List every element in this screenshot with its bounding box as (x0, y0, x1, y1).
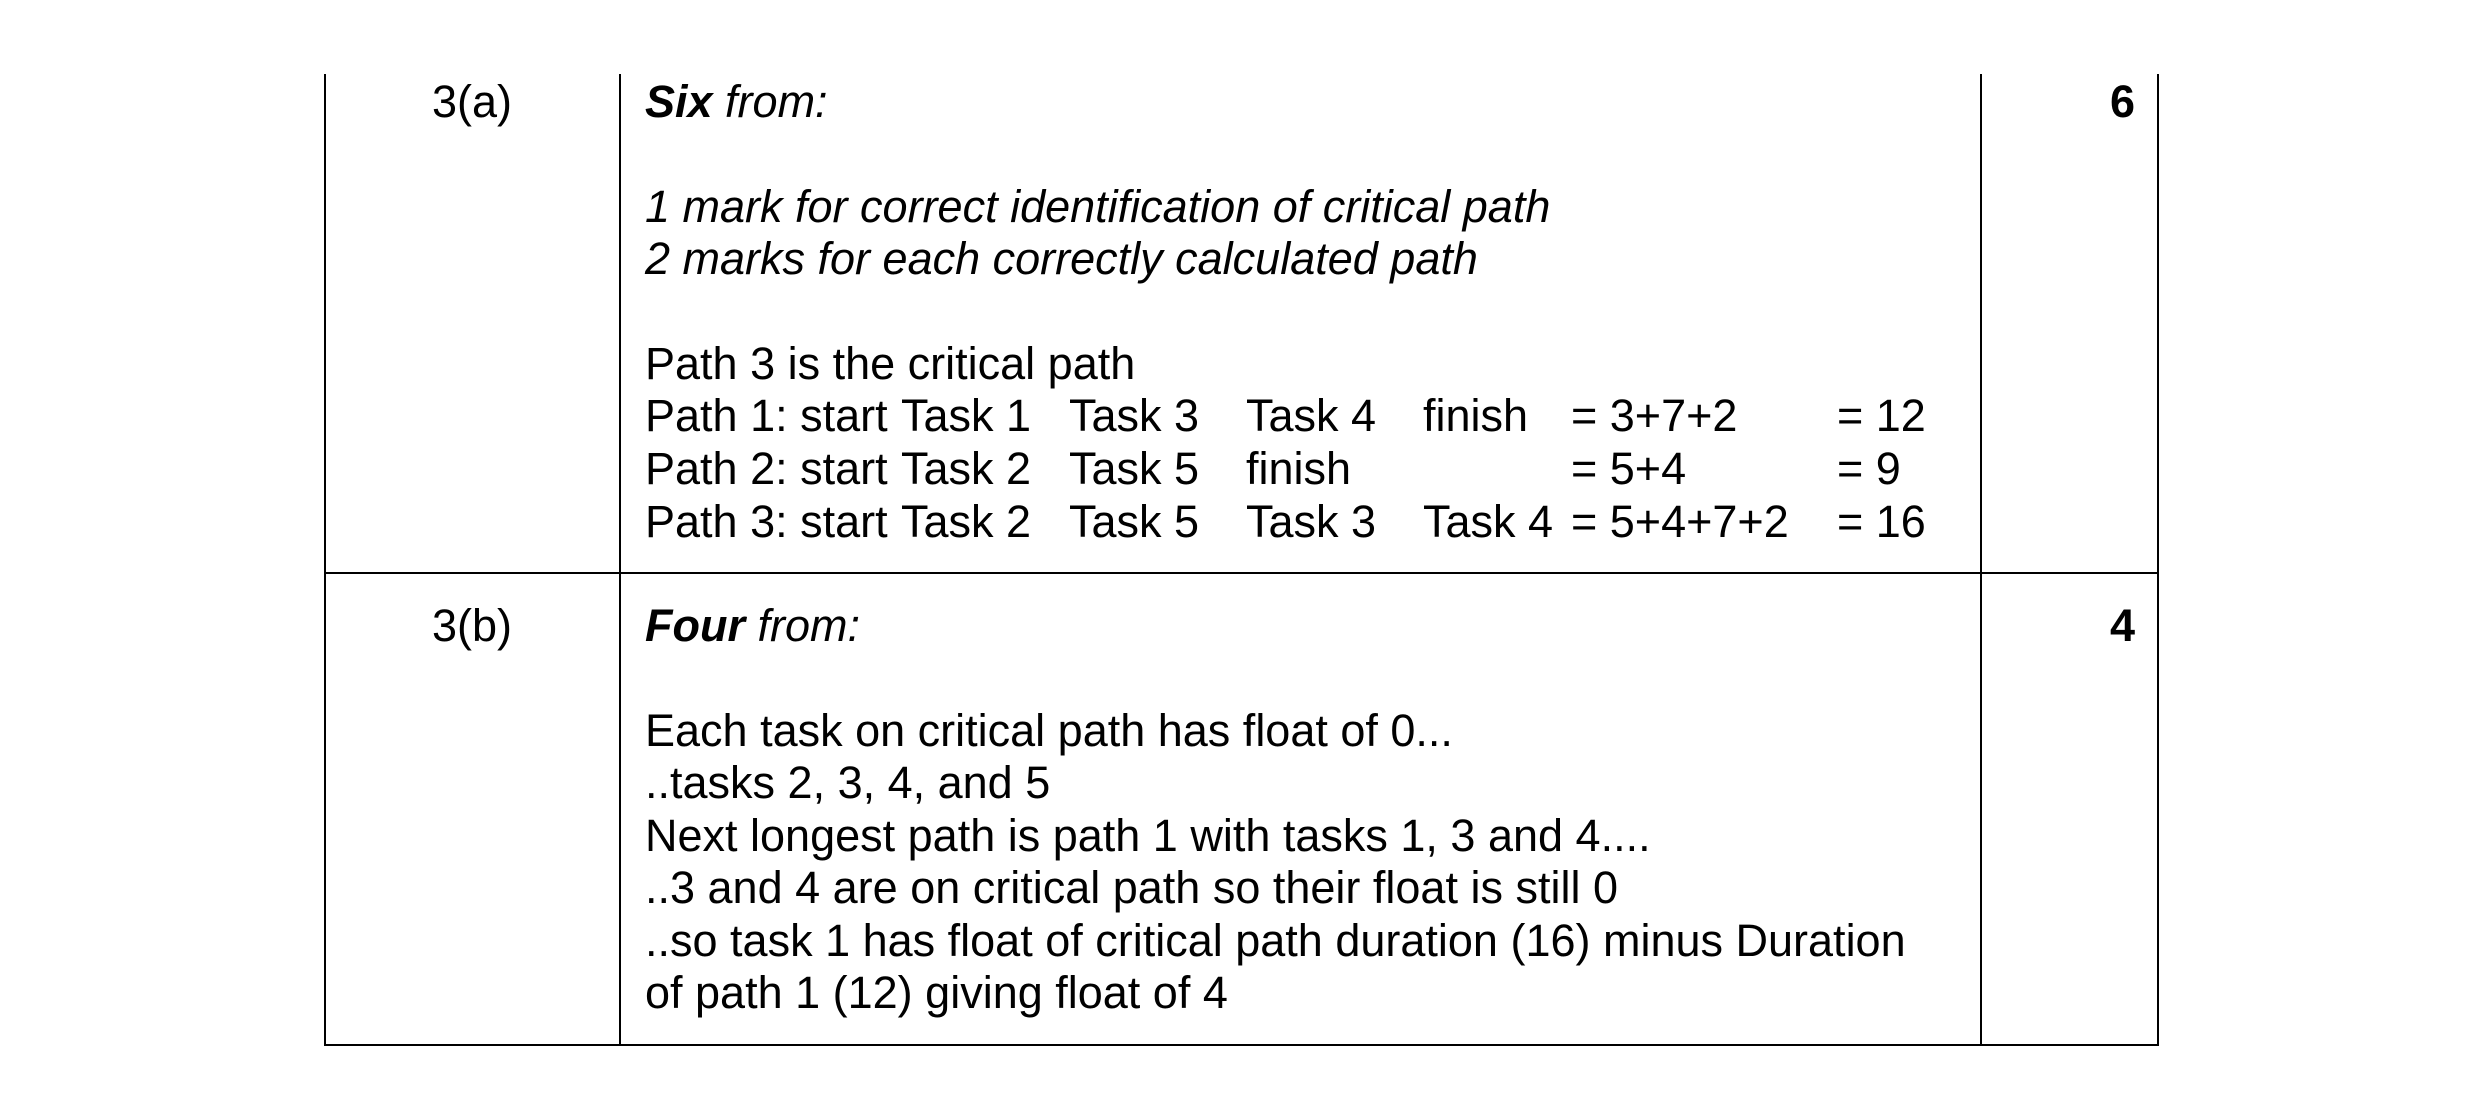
answer-heading (645, 600, 860, 652)
question-number: 3(a) (432, 76, 513, 127)
path-label: Path 3: start (645, 496, 888, 547)
guidance-line: 2 marks for each correctly calculated path (645, 233, 1478, 284)
path-task: Task 3 (1069, 390, 1200, 441)
table-left-border (324, 74, 326, 1046)
path-task: finish (1246, 443, 1352, 494)
heading-count: Six (645, 76, 713, 127)
row-divider (324, 572, 2159, 574)
answer-column-left-border (619, 74, 621, 1046)
heading-count: Four (645, 600, 745, 651)
answer-heading (645, 76, 828, 128)
path-task: Task 3 (1246, 496, 1377, 547)
path-task: Task 5 (1069, 496, 1200, 547)
path-task: Task 1 (901, 390, 1032, 441)
answer-line: of path 1 (12) giving float of 4 (645, 967, 1228, 1018)
path-label: Path 2: start (645, 443, 888, 494)
guidance-line: 1 mark for correct identification of critical path (645, 181, 1551, 232)
marks-column-left-border (1980, 74, 1982, 1046)
path-task: Task 4 (1246, 390, 1377, 441)
answer-line: ..tasks 2, 3, 4, and 5 (645, 757, 1051, 808)
path-task: finish (1423, 390, 1529, 441)
answer-line: Next longest path is path 1 with tasks 1, 3 and 4.... (645, 810, 1651, 861)
answer-line: Each task on critical path has float of 0... (645, 705, 1453, 756)
path-calculation: = 5+4 (1571, 443, 1687, 494)
question-number: 3(b) (432, 600, 513, 651)
answer-line: ..so task 1 has float of critical path duration (16) minus Duration (645, 915, 1906, 966)
path-label: Path 1: start (645, 390, 888, 441)
heading-suffix: from: (712, 76, 828, 127)
path-total: = 16 (1837, 496, 1926, 547)
path-total: = 9 (1837, 443, 1901, 494)
path-task: Task 2 (901, 496, 1032, 547)
path-total: = 12 (1837, 390, 1926, 441)
path-calculation: = 5+4+7+2 (1571, 496, 1789, 547)
answer-line: ..3 and 4 are on critical path so their float is still 0 (645, 862, 1618, 913)
table-right-border (2157, 74, 2159, 1046)
path-task: Task 5 (1069, 443, 1200, 494)
answer-statement: Path 3 is the critical path (645, 338, 1136, 389)
heading-suffix: from: (744, 600, 860, 651)
path-task: Task 2 (901, 443, 1032, 494)
path-calculation: = 3+7+2 (1571, 390, 1738, 441)
path-task: Task 4 (1423, 496, 1554, 547)
table-bottom-border (324, 1044, 2159, 1046)
